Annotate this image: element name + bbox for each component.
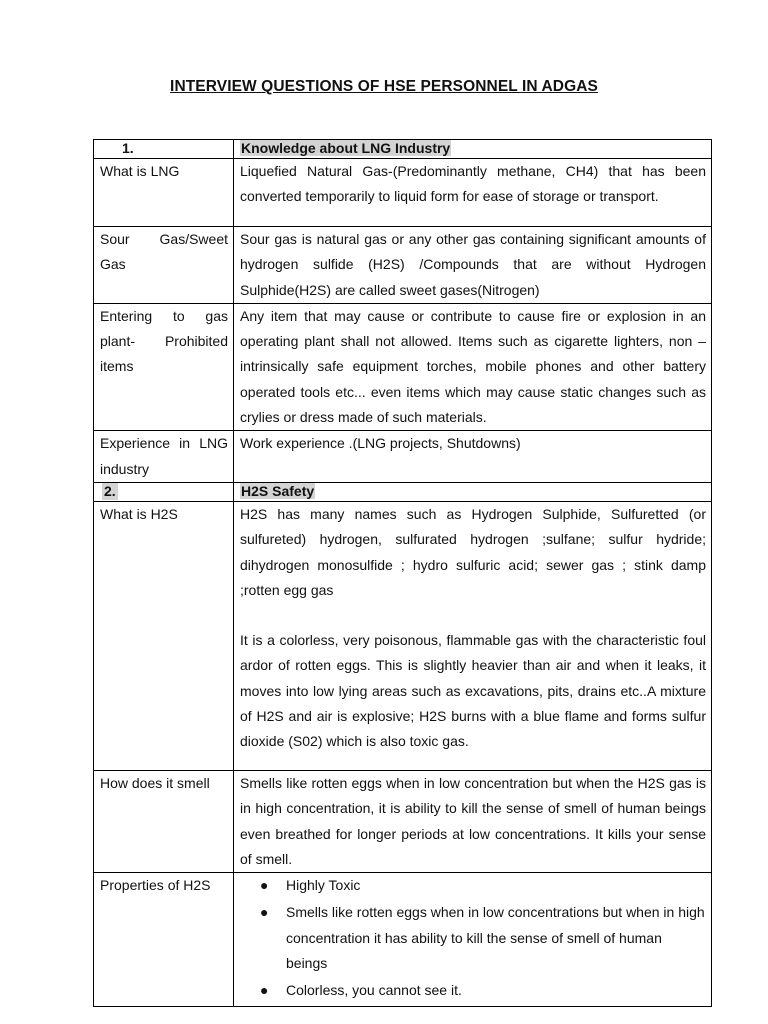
section-number: 1. (94, 140, 234, 159)
question-cell: Entering to gas plant- Prohibited items (94, 303, 234, 430)
qa-table (93, 139, 712, 1007)
answer-cell: Liquefied Natural Gas-(Predominantly methane, CH4) that has been converted temporarily to liquid form for ease of storage or transport. (234, 159, 712, 227)
question-cell: What is H2S (94, 501, 234, 770)
question-cell: How does it smell (94, 770, 234, 872)
answer-cell (234, 501, 712, 770)
answer-cell: Any item that may cause or contribute to cause fire or explosion in an operating plant shall not allowed. Items such as cigarette lighters, non –intrinsically safe equipment torches, mobile phones and other battery operated tools etc... even items which may cause static changes such as crylies or dress made of such materials. (234, 303, 712, 430)
properties-list (240, 873, 706, 1003)
table-row (94, 159, 712, 227)
question-cell: Properties of H2S (94, 873, 234, 1006)
question-cell: Sour Gas/Sweet Gas (94, 227, 234, 304)
paragraph-gap (240, 603, 706, 628)
question-cell: What is LNG (94, 159, 234, 227)
table-row (94, 227, 712, 304)
list-item: ● Highly Toxic (240, 873, 706, 898)
document-title: INTERVIEW QUESTIONS OF HSE PERSONNEL IN ADGAS (170, 78, 598, 95)
answer-paragraph: H2S has many names such as Hydrogen Sulphide, Sulfuretted (or sulfureted) hydrogen, sulfurated hydrogen ;sulfane; sulfur hydride; dihydrogen monosulfide ; hydro sulfuric acid; sewer gas ; stink damp ;rotten egg gas (240, 505, 706, 598)
section-heading: H2S Safety (234, 482, 712, 501)
section-heading: Knowledge about LNG Industry (234, 140, 712, 159)
bullet-icon: ● (260, 904, 269, 921)
list-item: ● Smells like rotten eggs when in low concentrations but when in high concentration it has ability to kill the sense of smell of human beings (240, 900, 706, 976)
table-row (94, 431, 712, 483)
table-row (94, 303, 712, 430)
table-row (94, 501, 712, 770)
section-header-row (94, 140, 712, 159)
section-number: 2. (94, 482, 234, 501)
answer-cell: Smells like rotten eggs when in low concentration but when the H2S gas is in high concentration, it is ability to kill the sense of smell of human beings even breathed for longer periods at low concentrations. It kills your sense of smell. (234, 770, 712, 872)
answer-cell: Work experience .(LNG projects, Shutdowns) (234, 431, 712, 483)
answer-paragraph: It is a colorless, very poisonous, flammable gas with the characteristic foul ardor of rotten eggs. This is slightly heavier than air and when it leaks, it moves into low lying areas such as excavations, pits, drains etc..A mixture of H2S and air is explosive; H2S burns with a blue flame and forms sulfur dioxide (S02) which is also toxic gas. (240, 632, 706, 750)
section-header-row (94, 482, 712, 501)
bullet-icon: ● (260, 982, 269, 999)
answer-cell (234, 873, 712, 1006)
bullet-icon: ● (260, 877, 269, 894)
table-row (94, 873, 712, 1006)
table-row (94, 770, 712, 872)
list-item: ● Colorless, you cannot see it. (240, 978, 706, 1003)
answer-cell: Sour gas is natural gas or any other gas containing significant amounts of hydrogen sulfide (H2S) /Compounds that are without Hydrogen Sulphide(H2S) are called sweet gases(Nitrogen) (234, 227, 712, 304)
question-cell: Experience in LNG industry (94, 431, 234, 483)
